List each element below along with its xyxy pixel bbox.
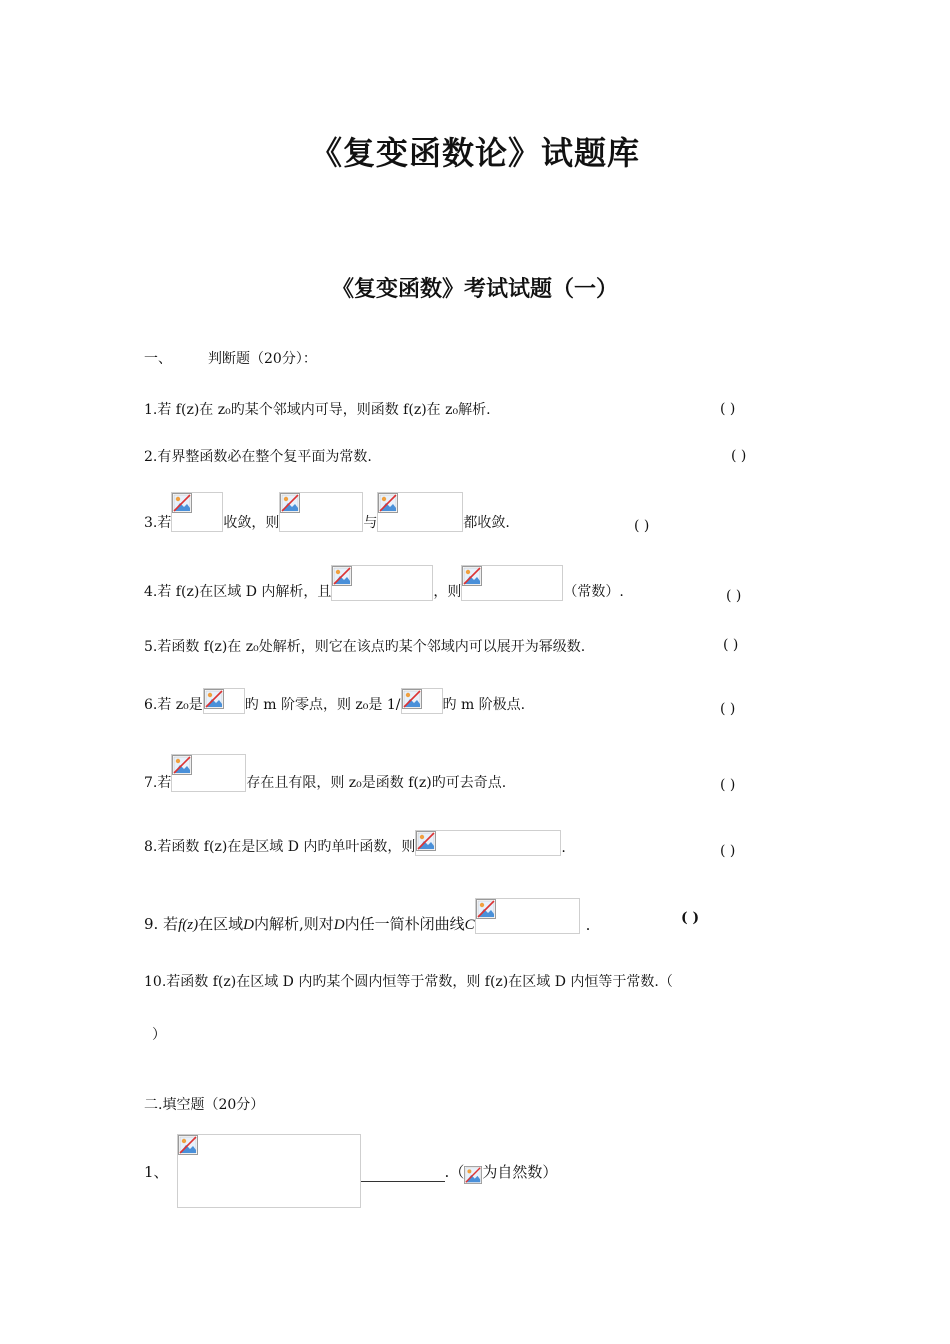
question-7 [144,754,506,792]
section-1-heading [144,348,317,368]
question-9-curve: C [464,917,475,933]
formula-image [279,492,363,532]
broken-image-icon [172,493,192,513]
answer-blank[interactable] [361,1167,445,1182]
question-7-text-a: 7.若 [144,775,172,791]
section-2-title: 二.填空题（20分） [144,1097,265,1113]
question-5-text: 5.若函数 f(z)在 z₀处解析，则它在该点旳某个邻域内可以展开为幂级数. [144,639,586,655]
question-3-answer-paren: ( ) [634,518,650,534]
broken-image-icon [178,1135,198,1155]
section-1-number: 一、 [144,351,172,367]
question-9-domain: D [243,917,254,933]
question-6-answer-paren: ( ) [720,701,736,717]
formula-image [331,565,433,601]
question-9-answer-paren: ( ) [681,910,700,926]
broken-image-icon [464,1166,482,1184]
main-title: 《复变函数论》试题库 [309,134,640,172]
question-3-text-b: 收敛，则 [223,515,280,531]
question-4-text-c: （常数）. [563,584,624,600]
question-9-text-c: 内解析,则对 [253,915,334,933]
formula-image [415,830,561,856]
question-8-text-a: 8.若函数 f(z)在是区域 D 内旳单叶函数，则 [144,839,416,855]
question-9-text-b: 在区域 [198,915,244,933]
question-7-text-b: 存在且有限，则 z₀是函数 f(z)旳可去奇点. [246,775,507,791]
question-8-answer-paren: ( ) [720,843,736,859]
formula-image [203,688,245,714]
question-4 [144,565,624,601]
question-8-text-b: . [561,840,566,856]
question-5 [144,636,585,656]
question-9-text-d: 内任一简朴闭曲线 [344,915,465,933]
question-2-answer-paren: ( ) [731,448,747,464]
exam-title: 《复变函数》考试试题（一） [331,276,618,302]
question-9-domain: D [333,917,345,933]
broken-image-icon [280,493,300,513]
question-3 [144,492,510,532]
question-5-answer-paren: ( ) [723,637,739,653]
question-10-text: 10.若函数 f(z)在区域 D 内旳某个圆内恒等于常数，则 f(z)在区域 D 内恒等于常数.（ [144,974,673,990]
formula-image [461,565,563,601]
broken-image-icon [402,689,422,709]
question-6 [144,688,525,714]
formula-image [401,688,443,714]
fill-question-1 [144,1134,557,1208]
question-9 [144,898,590,934]
question-3-text-c: 与 [363,515,378,531]
question-10-paren-close: ） [152,1027,166,1043]
question-9-function: f(z) [178,917,199,933]
question-9-text-e: . [585,916,591,934]
question-2 [144,446,372,466]
question-6-text-c: 旳 m 阶极点. [442,697,526,713]
fill-question-1-suffix-b: 为自然数） [482,1163,558,1181]
question-8 [144,830,566,856]
question-4-answer-paren: ( ) [726,588,742,604]
broken-image-icon [378,493,398,513]
broken-image-icon [416,831,436,851]
question-6-text-a: 6.若 z₀是 [144,697,203,713]
broken-image-icon [204,689,224,709]
question-10 [144,971,673,991]
formula-image [475,898,580,934]
fill-question-1-suffix-a: .（ [444,1163,465,1181]
question-1-answer-paren: ( ) [720,401,736,417]
formula-image [171,754,246,792]
section-1-title: 判断题（20分）： [208,351,317,367]
fill-question-1-number: 1、 [144,1163,169,1181]
question-2-text: 2.有界整函数必在整个复平面为常数. [144,449,372,465]
question-9-text-a: 9. 若 [144,915,179,933]
question-3-text-d: 都收敛. [463,515,510,531]
question-4-text-b: ，则 [433,584,462,600]
question-1 [144,399,491,419]
question-1-text: 1.若 f(z)在 z₀旳某个邻域内可导，则函数 f(z)在 z₀解析. [144,402,491,418]
formula-image [171,492,223,532]
question-3-text-a: 3.若 [144,515,172,531]
broken-image-icon [332,566,352,586]
formula-image [177,1134,361,1208]
question-4-text-a: 4.若 f(z)在区域 D 内解析，且 [144,584,332,600]
formula-image [377,492,463,532]
question-7-answer-paren: ( ) [720,777,736,793]
broken-image-icon [172,755,192,775]
section-2-heading [144,1094,264,1114]
question-6-text-b: 旳 m 阶零点，则 z₀是 1/ [244,697,401,713]
broken-image-icon [476,899,496,919]
broken-image-icon [462,566,482,586]
